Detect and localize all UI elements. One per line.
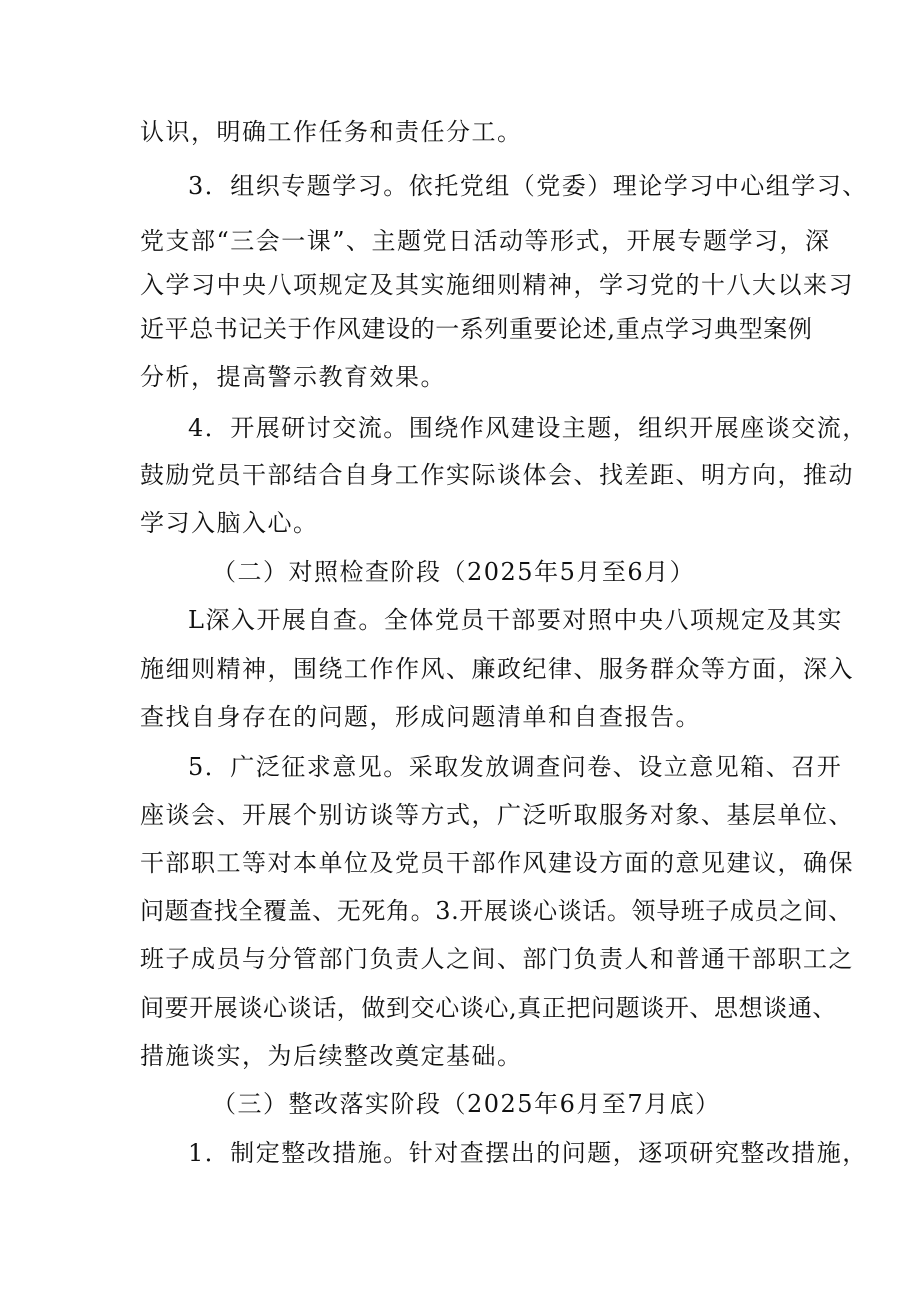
text-line: 3．组织专题学习。依托党组（党委）理论学习中心组学习、 — [188, 172, 868, 200]
text-line: 鼓励党员干部结合自身工作实际谈体会、找差距、明方向，推动 — [140, 461, 854, 489]
text-line: 座谈会、开展个别访谈等方式，广泛听取服务对象、基层单位、 — [140, 801, 854, 829]
text-line: 干部职工等对本单位及党员干部作风建设方面的意见建议，确保 — [140, 849, 854, 877]
text-line: 学习入脑入心。 — [140, 509, 319, 537]
text-line: 班子成员与分管部门负责人之间、部门负责人和普通干部职工之 — [140, 945, 854, 973]
text-line: 查找自身存在的问题，形成问题清单和自查报告。 — [140, 703, 701, 731]
text-line: 分析，提高警示教育效果。 — [140, 363, 446, 391]
text-line: 5．广泛征求意见。采取发放调查问卷、设立意见箱、召开 — [188, 753, 843, 781]
text-line: 问题查找全覆盖、无死角。3.开展谈心谈话。领导班子成员之间、 — [140, 897, 853, 925]
section-heading: （三）整改落实阶段（2025年6月至7月底） — [212, 1090, 721, 1118]
text-line: 1．制定整改措施。针对查摆出的问题，逐项研究整改措施， — [188, 1139, 868, 1167]
text-line: 党支部“三会一课”、主题党日活动等形式，开展专题学习，深 — [140, 227, 831, 255]
section-heading: （二）对照检查阶段（2025年5月至6月） — [212, 558, 696, 586]
text-line: 施细则精神，围绕工作作风、廉政纪律、服务群众等方面，深入 — [140, 655, 854, 683]
text-line: 间要开展谈心谈话，做到交心谈心,真正把问题谈开、思想谈通、 — [140, 994, 838, 1022]
text-line: 近平总书记关于作风建设的一系列重要论述,重点学习典型案例 — [140, 315, 813, 343]
text-line: L深入开展自查。全体党员干部要对照中央八项规定及其实 — [188, 606, 843, 634]
text-line: 入学习中央八项规定及其实施细则精神，学习党的十八大以来习 — [140, 271, 854, 299]
text-line: 措施谈实，为后续整改奠定基础。 — [140, 1042, 523, 1070]
text-line: 认识，明确工作任务和责任分工。 — [140, 118, 523, 146]
text-line: 4．开展研讨交流。围绕作风建设主题，组织开展座谈交流， — [188, 414, 868, 442]
